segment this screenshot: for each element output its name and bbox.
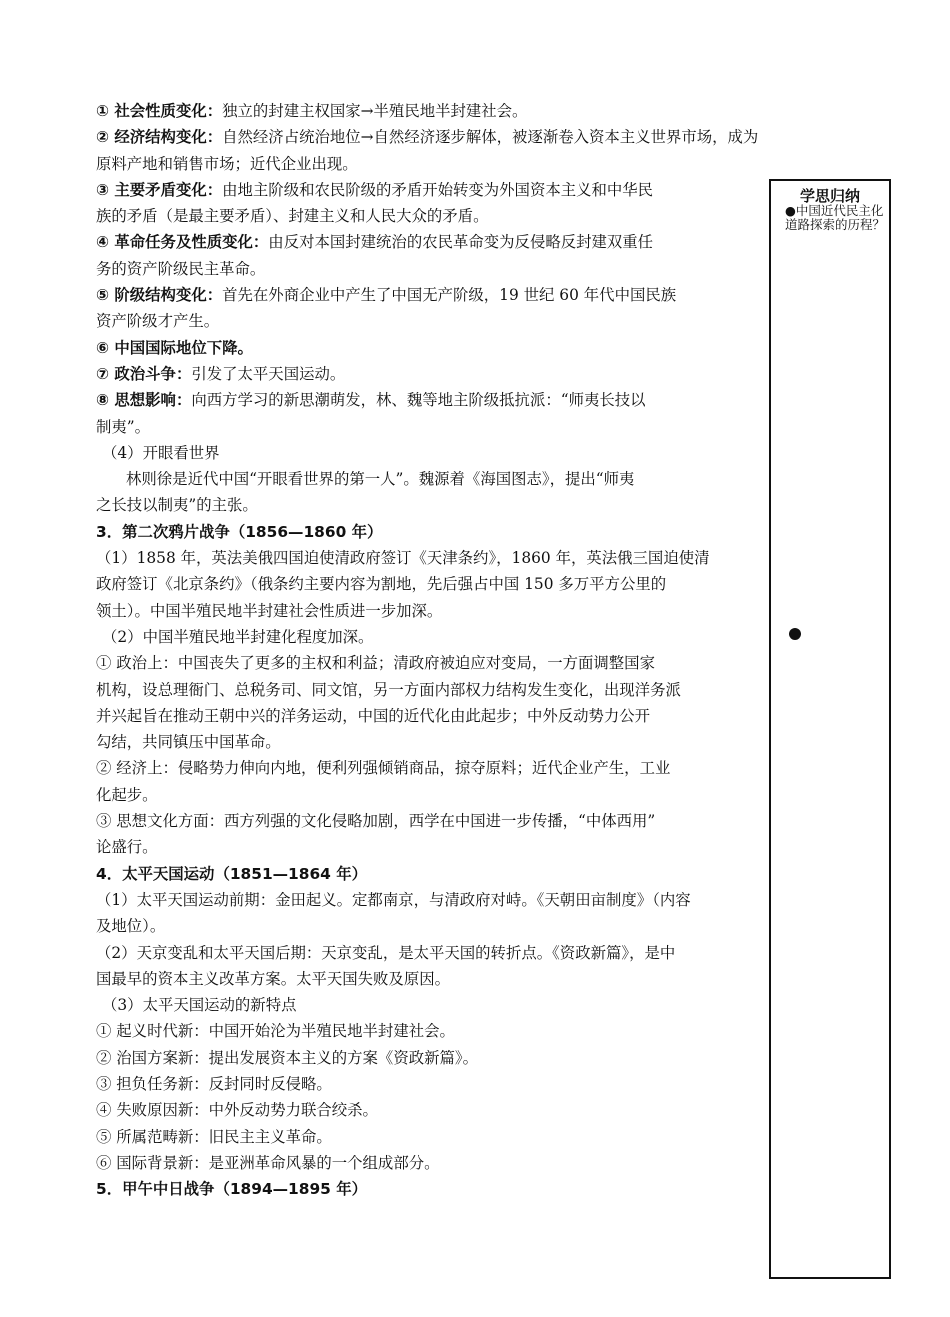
line-body: 及地位）。 [96,917,166,936]
line-body: 林则徐是近代中国“开眼看世界的第一人”。魏源着《海国图志》，提出“师夷 [126,470,635,489]
line-heading: 4．太平天国运动（1851—1864 年） [96,864,368,883]
text-line [96,177,762,203]
line-heading: ① 社会性质变化： [96,102,223,120]
text-line [96,124,762,150]
line-body: ① 政治上：中国丧失了更多的主权和利益；清政府被迫应对变局，一方面调整国家 [96,654,655,673]
line-body: （2）天京变乱和太平天国后期：天京变乱，是太平天国的转折点。《资政新篇》，是中 [96,943,676,962]
line-body: 务的资产阶级民主革命。 [96,259,266,278]
line-body: 引发了太平天国运动。 [191,364,346,383]
text-line [96,308,762,334]
text-line [96,414,762,440]
line-body: ③ 思想文化方面：西方列强的文化侵略加剧，西学在中国进一步传播，“中体西用” [96,812,656,831]
text-line [96,834,762,860]
line-body: 国最早的资本主义改革方案。太平天国失败及原因。 [96,969,450,988]
text-line [96,256,762,282]
text-line [96,387,762,413]
text-line [96,492,762,518]
line-body: ② 经济上：侵略势力伸向内地，便利列强倾销商品，掠夺原料；近代企业产生，工业 [96,759,671,778]
text-line [96,571,762,597]
line-body: 独立的封建主权国家→半殖民地半封建社会。 [222,102,528,120]
line-body: 向西方学习的新思潮萌发，林、魏等地主阶级抵抗派：“师夷长技以 [191,391,646,410]
text-line [96,545,762,571]
line-body: 族的矛盾（是最主要矛盾）、封建主义和人民大众的矛盾。 [96,207,489,226]
text-line [96,466,762,492]
line-heading: ④ 革命任务及性质变化： [96,233,269,252]
line-body: （1）太平天国运动前期：金田起义。定都南京，与清政府对峙。《天朝田亩制度》（内容 [96,890,691,909]
text-line [96,755,762,781]
text-line [96,861,762,887]
text-line [96,598,762,624]
text-line [96,282,762,308]
line-body: （3）太平天国运动的新特点 [102,996,297,1015]
text-line [96,440,762,466]
text-line [96,1018,762,1044]
text-line [96,1176,762,1202]
sidebar-box [769,179,891,1279]
line-body: （4）开眼看世界 [102,443,220,462]
bullet-dot-icon [789,628,801,640]
line-body: ⑥ 国际背景新：是亚洲革命风暴的一个组成部分。 [96,1153,440,1172]
line-body: ① 起义时代新：中国开始沦为半殖民地半封建社会。 [96,1022,455,1041]
text-line [96,677,762,703]
line-heading: ③ 主要矛盾变化： [96,180,223,199]
line-body: 论盛行。 [96,838,158,857]
line-body: （1）1858 年，英法美俄四国迫使清政府签订《天津条约》，1860 年，英法俄三国迫使清 [96,549,710,568]
text-line [96,335,762,361]
text-line [96,624,762,650]
line-body: 首先在外商企业中产生了中国无产阶级，19 世纪 60 年代中国民族 [222,286,677,305]
text-line [96,98,762,124]
line-body: 自然经济占统治地位→自然经济逐步解体，被逐渐卷入资本主义世界市场，成为 [222,128,759,147]
line-body: 领土）。中国半殖民地半封建社会性质进一步加深。 [96,601,443,620]
line-body: 之长技以制夷”的主张。 [96,496,258,515]
sidebar-title: 学思归纳 [799,187,860,205]
line-body: ② 治国方案新：提出发展资本主义的方案《资政新篇》。 [96,1048,478,1067]
line-body: 机构，设总理衙门、总税务司、同文馆，另一方面内部权力结构发生变化，出现洋务派 [96,680,681,699]
text-line [96,203,762,229]
text-line [96,1045,762,1071]
text-line [96,887,762,913]
line-heading: ② 经济结构变化： [96,128,223,147]
line-body: 原料产地和销售市场；近代企业出现。 [96,154,358,173]
sidebar-note: ●中国近代民主化道路探索的历程？ [785,203,886,232]
text-line [96,1071,762,1097]
text-line [96,361,762,387]
text-line [96,1097,762,1123]
main-text-column [96,98,762,1202]
line-body: 政府签订《北京条约》（俄条约主要内容为割地，先后强占中国 150 多万平方公里的 [96,575,667,594]
text-line [96,703,762,729]
text-line [96,966,762,992]
text-line [96,940,762,966]
line-heading: ⑦ 政治斗争： [96,364,192,383]
line-heading: 3．第二次鸦片战争（1856—1860 年） [96,522,383,541]
text-line [96,1150,762,1176]
text-line [96,229,762,255]
text-line [96,1124,762,1150]
line-heading: ⑤ 阶级结构变化： [96,286,223,305]
text-line [96,650,762,676]
line-heading: ⑧ 思想影响： [96,391,192,410]
text-line [96,519,762,545]
line-body: （2）中国半殖民地半封建化程度加深。 [102,627,374,646]
text-line [96,992,762,1018]
text-line [96,913,762,939]
text-line [96,151,762,177]
line-body: 制夷”。 [96,417,151,436]
line-body: 由反对本国封建统治的农民革命变为反侵略反封建双重任 [268,233,654,252]
line-heading: ⑥ 中国国际地位下降。 [96,338,253,357]
line-body: ④ 失败原因新：中外反动势力联合绞杀。 [96,1101,378,1120]
line-body: 资产阶级才产生。 [96,312,220,331]
line-body: 由地主阶级和农民阶级的矛盾开始转变为外国资本主义和中华民 [222,180,654,199]
line-body: ⑤ 所属范畴新：旧民主主义革命。 [96,1127,332,1146]
text-line [96,782,762,808]
line-body: 并兴起旨在推动王朝中兴的洋务运动，中国的近代化由此起步；中外反动势力公开 [96,706,651,725]
line-body: ③ 担负任务新：反封同时反侵略。 [96,1074,332,1093]
line-body: 勾结，共同镇压中国革命。 [96,733,281,752]
line-heading: 5．甲午中日战争（1894—1895 年） [96,1180,368,1199]
text-line [96,808,762,834]
text-line [96,729,762,755]
line-body: 化起步。 [96,785,158,804]
